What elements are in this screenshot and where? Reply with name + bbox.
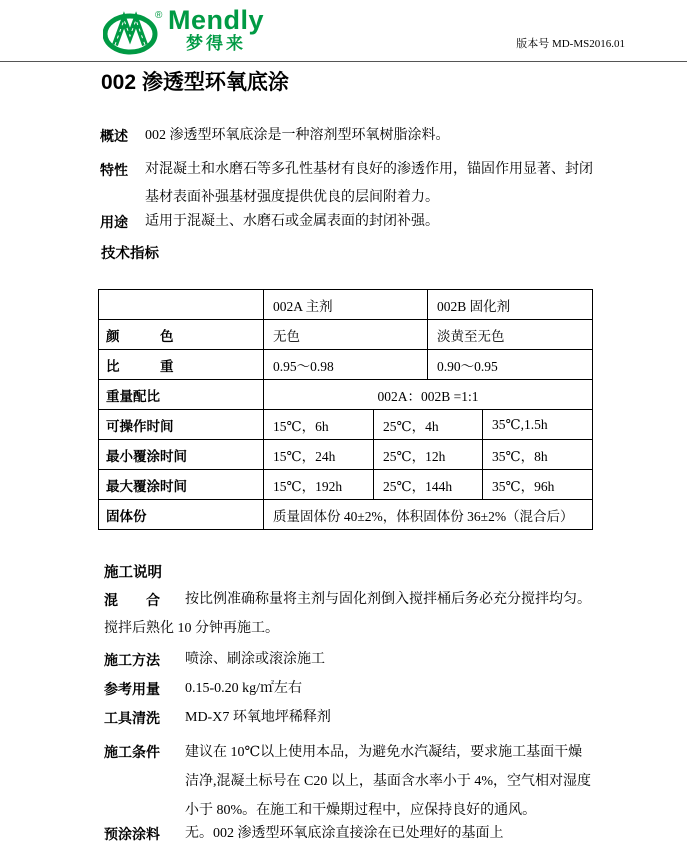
- max-recoat-25c: 25℃，144h: [374, 470, 483, 500]
- table-row-solids: [99, 500, 593, 530]
- conditions-line-2: 洁净,混凝土标号在 C20 以上，基面含水率小于 4%，空气相对湿度: [185, 774, 591, 789]
- features-text: [145, 156, 593, 212]
- mixing-label: 混 合: [104, 592, 160, 608]
- brand-logo: [103, 7, 264, 57]
- pot-life-label: 可操作时间: [99, 410, 264, 440]
- solids-label: 固体份: [99, 500, 264, 530]
- table-row-pot-life: [99, 410, 593, 440]
- method-row: [104, 650, 325, 670]
- max-recoat-35c: 35℃，96h: [483, 470, 593, 500]
- cleaning-text: MD-X7 环氧地坪稀释剂: [185, 710, 331, 725]
- precoat-row: [104, 824, 504, 844]
- mendly-oval-m-icon: [103, 7, 165, 57]
- overview-row: [100, 126, 450, 146]
- min-recoat-15c: 15℃，24h: [264, 440, 374, 470]
- features-line-2: 基材表面补强基材强度提供优良的层间附着力。: [145, 190, 439, 205]
- color-label: 颜 色: [99, 320, 264, 350]
- conditions-line-1: 建议在 10℃以上使用本品，为避免水汽凝结，要求施工基面干燥: [185, 745, 583, 760]
- precoat-text: 无。002 渗透型环氧底涂直接涂在已处理好的基面上: [185, 826, 504, 841]
- table-row-color: [99, 320, 593, 350]
- table-row-gravity: [99, 350, 593, 380]
- page-title: 002 渗透型环氧底涂: [101, 71, 289, 94]
- dosage-label: 参考用量: [104, 681, 160, 697]
- min-recoat-35c: 35℃，8h: [483, 440, 593, 470]
- pot-life-15c: 15℃，6h: [264, 410, 374, 440]
- min-recoat-25c: 25℃，12h: [374, 440, 483, 470]
- table-row-ratio: [99, 380, 593, 410]
- usage-label: 用途: [100, 214, 128, 230]
- features-line-1: 对混凝土和水磨石等多孔性基材有良好的渗透作用，锚固作用显著、封闭: [145, 162, 593, 177]
- pot-life-25c: 25℃，4h: [374, 410, 483, 440]
- max-recoat-label: 最大覆涂时间: [99, 470, 264, 500]
- brand-name: Mendly: [168, 5, 265, 35]
- gravity-b: 0.90～0.95: [428, 350, 593, 380]
- conditions-text: [185, 738, 591, 825]
- color-b: 淡黄至无色: [428, 320, 593, 350]
- gravity-label: 比 重: [99, 350, 264, 380]
- cell-col-a-header: 002A 主剂: [264, 290, 428, 320]
- overview-label: 概述: [100, 128, 128, 144]
- cleaning-label: 工具清洗: [104, 710, 160, 726]
- dosage-text: 0.15-0.20 kg/㎡左右: [185, 681, 303, 696]
- mixing-text: 按比例准确称量将主剂与固化剂倒入搅拌桶后务必充分搅拌均匀。: [185, 592, 591, 607]
- cell-col-b-header: 002B 固化剂: [428, 290, 593, 320]
- ratio-label: 重量配比: [99, 380, 264, 410]
- brand-text: [168, 7, 264, 53]
- cleaning-row: [104, 708, 331, 728]
- solids-value: 质量固体份 40±2%，体积固体份 36±2%（混合后）: [264, 500, 593, 530]
- table-row-header: [99, 290, 593, 320]
- overview-text: 002 渗透型环氧底涂是一种溶剂型环氧树脂涂料。: [145, 128, 450, 143]
- color-a: 无色: [264, 320, 428, 350]
- spec-table: [98, 289, 593, 530]
- usage-row: [100, 212, 439, 232]
- usage-text: 适用于混凝土、水磨石或金属表面的封闭补强。: [145, 214, 439, 229]
- svg-text:®: ®: [155, 10, 163, 21]
- table-row-max-recoat: [99, 470, 593, 500]
- table-row-min-recoat: [99, 440, 593, 470]
- method-text: 喷涂、刷涂或滚涂施工: [185, 652, 325, 667]
- conditions-label: 施工条件: [104, 744, 160, 760]
- features-label: 特性: [100, 162, 128, 178]
- mixing-note: 搅拌后熟化 10 分钟再施工。: [104, 621, 279, 636]
- mixing-row: [104, 590, 591, 610]
- conditions-row: [104, 738, 591, 825]
- features-row: [100, 156, 593, 212]
- cell-blank: [99, 290, 264, 320]
- construction-heading: 施工说明: [104, 565, 162, 581]
- version-number: 版本号 MD-MS2016.01: [516, 38, 625, 50]
- conditions-line-3: 小于 80%。在施工和干燥期过程中，应保持良好的通风。: [185, 803, 537, 818]
- pot-life-35c: 35℃,1.5h: [483, 410, 593, 440]
- tech-specs-heading: 技术指标: [101, 246, 159, 262]
- max-recoat-15c: 15℃，192h: [264, 470, 374, 500]
- dosage-row: [104, 679, 302, 699]
- min-recoat-label: 最小覆涂时间: [99, 440, 264, 470]
- ratio-value: 002A：002B =1:1: [264, 380, 593, 410]
- gravity-a: 0.95～0.98: [264, 350, 428, 380]
- precoat-label: 预涂涂料: [104, 826, 160, 842]
- method-label: 施工方法: [104, 652, 160, 668]
- header-divider: [0, 61, 687, 62]
- brand-name-chinese: 梦得来: [186, 34, 246, 53]
